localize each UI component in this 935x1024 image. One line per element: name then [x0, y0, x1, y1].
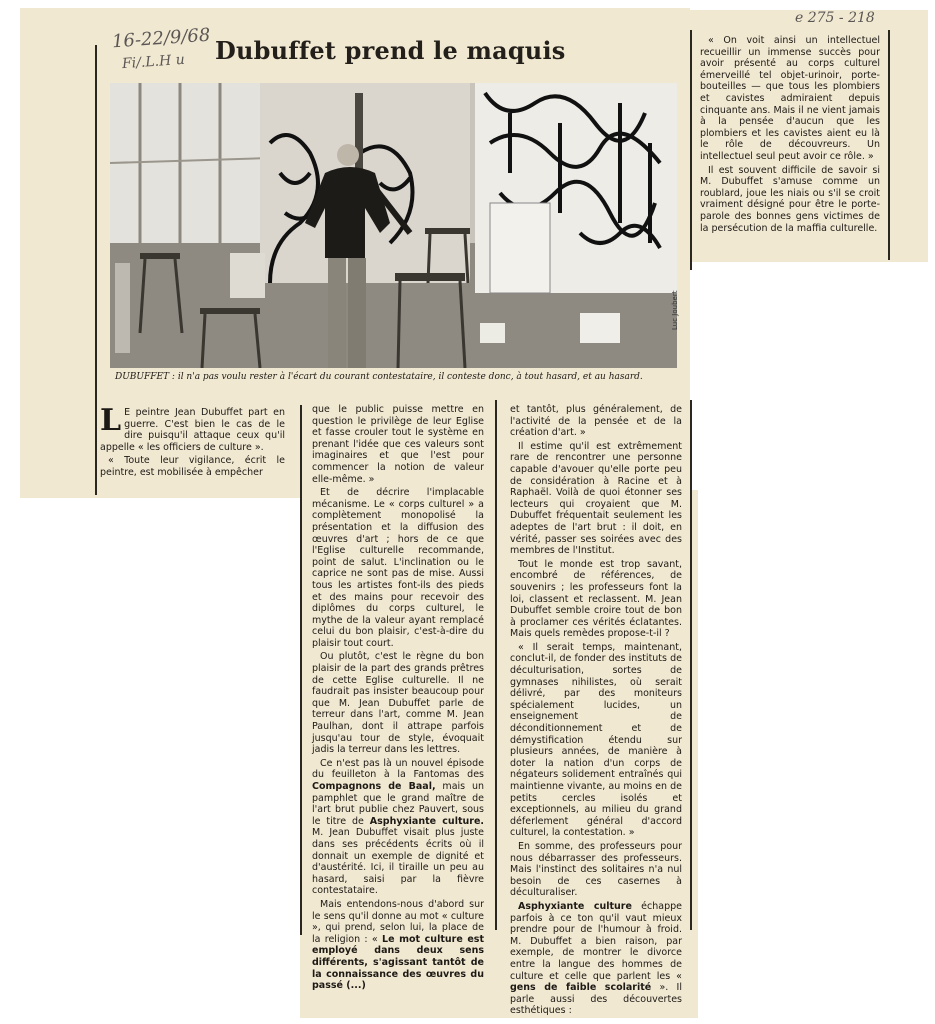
paragraph: Et de décrire l'implacable mécanisme. Le « corps culturel » a complètement monopolisé la présentation et la diffusion des œuvres d'art ; hors de ce que l'Eglise culturelle recommande, point de salut. L'inclination ou le caprice ne sont pas de mise. Aussi tous les artistes font-ils des pieds et des mains pour recevoir des diplômes du corps culturel, le mythe de la valeur ayant remplacé celui du bon plaisir, c'est-à-dire du plaisir tout court.	[312, 487, 484, 649]
drop-cap: L	[100, 403, 122, 438]
book-title-asphyxiante: Asphyxiante culture	[518, 900, 632, 912]
paragraph-text: Ce n'est pas là un nouvel épisode du feuilleton à la Fantomas des	[312, 757, 484, 781]
handwritten-source: Fi/.L.H u	[121, 51, 186, 73]
paragraph	[312, 899, 484, 992]
paragraph: « On voit ainsi un intellectuel recueillir un immense succès pour avoir présenté au corps culturel émerveillé tel objet-urinoir, porte-bouteilles — que tous les plombiers et cavistes admiraient depuis cinquante ans. Mais il ne vient jamais à la pensée d'aucun que les plombiers et les cavistes aient eu là le rôle de découvreurs. Un intellectuel seul peut avoir ce rôle. »	[700, 35, 880, 162]
paragraph: que le public puisse mettre en question le privilège de leur Eglise et fasse crouler tout le système en prenant l'idée que ces valeurs sont imaginaires et que l'est pour commencer la notion de valeur elle-même. »	[312, 404, 484, 485]
paragraph: Il estime qu'il est extrêmement rare de rencontrer une personne capable d'avouer qu'elle porte peu de considération à Racine et à Raphaël. Voilà de quoi étonner ses lecteurs qui croyaient que M. Dubuffet fréquentait seulement les adeptes de l'art brut : il doit, en vérité, passer ses soirées avec des membres de l'Institut.	[510, 440, 682, 557]
book-title-baal: Compagnons de Baal,	[312, 781, 436, 792]
book-title-asphyxiante: Asphyxiante culture.	[369, 815, 484, 827]
article-column-3	[510, 404, 682, 1019]
handwritten-reference: e 275 - 218	[795, 10, 875, 26]
paragraph: Il est souvent difficile de savoir si M. Dubuffet s'amuse comme un roublard, joue les niais ou s'il se croit vraiment désigné pour être le porte-parole des bonnes gens victimes de la persécution de la maffia culturelle.	[700, 164, 880, 234]
quote-bold: Le mot culture est employé dans deux sens différents, s'agissant tantôt de la connaissance des œuvres du passé (...)	[312, 933, 484, 992]
paragraph	[510, 901, 682, 1017]
paragraph-text: ». Il parle aussi des découvertes esthétiques :	[510, 982, 682, 1017]
paragraph: En somme, des professeurs pour nous débarrasser des professeurs. Mais l'instinct des solitaires n'a nul besoin de ces casernes à déculturaliser.	[510, 840, 682, 899]
paragraph	[100, 403, 285, 453]
article-column-2	[312, 404, 484, 994]
lower-left-rule	[300, 405, 302, 935]
right-column-rule	[690, 30, 692, 270]
quote-bold: gens de faible scolarité	[510, 982, 652, 994]
paragraph-text: mais un pamphlet que le grand maître de l'art brut publie chez Pauvert, sous le titre de	[312, 781, 484, 827]
studio-photo-illustration	[110, 83, 677, 368]
article-column-right	[700, 35, 880, 236]
photo-caption: DUBUFFET : il n'a pas voulu rester à l'écart du courant contestataire, il conteste donc, à tout hasard, et au hasard.	[115, 372, 643, 382]
photo-credit: Luc Joubert	[671, 290, 679, 330]
paragraph-text: E peintre Jean Dubuffet part en guerre. C'est bien le cas de le dire puisqu'il attaque ceux qu'il appelle « les officiers de culture ».	[100, 407, 285, 453]
handwritten-date: 16-22/9/68	[111, 24, 212, 53]
studio-photo	[110, 83, 677, 368]
right-edge-rule	[888, 30, 890, 260]
left-column-rule	[95, 45, 97, 495]
paragraph: Ou plutôt, c'est le règne du bon plaisir de la part des grands prêtres de cette Eglise culturelle. Il ne faudrait pas insister beaucoup pour que M. Jean Dubuffet parle de terreur dans l'art, comme M. Jean Paulhan, dont il attrape parfois jusqu'au tour de style, évoquait jadis la terreur dans les lettres.	[312, 651, 484, 756]
paragraph-text: M. Jean Dubuffet visait plus juste dans ses précédents écrits où il donnait un exemple de dignité et d'austérité. Ici, il tiraille un peu au hasard, saisi par la fièvre contestataire.	[312, 827, 484, 897]
paragraph	[312, 758, 484, 897]
paragraph: « Il serait temps, maintenant, conclut-il, de fonder des instituts de déculturisation, sortes de gymnases nihilistes, où serait délivré, par des moniteurs spécialement lucides, un enseignement de déconditionnement et de démystification étendu sur plusieurs années, de manière à doter la nation d'un corps de négateurs solidement entraînés qui maintienne vivante, au moins en de petits cercles isolés et exceptionnels, au milieu du grand déferlement général d'accord culturel, la contestation. »	[510, 641, 682, 839]
paragraph: et tantôt, plus généralement, de l'activité de la pensée et de la création d'art. »	[510, 404, 682, 439]
headline: Dubuffet prend le maquis	[215, 36, 566, 65]
lower-right-rule	[690, 400, 692, 930]
paragraph: « Toute leur vigilance, écrit le peintre, est mobilisée à empêcher	[100, 455, 285, 478]
article-column-1	[100, 403, 285, 481]
paragraph-text: Mais entendons-nous d'abord sur le sens qu'il donne au mot « culture », qui prend, selon lui, la place de la religion : «	[312, 898, 484, 945]
lower-mid-rule	[495, 400, 497, 930]
paragraph-text: échappe parfois à ce ton qu'il vaut mieux prendre pour de l'humour à froid. M. Dubuffet a bien raison, par exemple, de montrer le divorce entre la langue des hommes de culture et celle que parlent les «	[510, 900, 682, 982]
paragraph: Tout le monde est trop savant, encombré de références, de souvenirs ; les professeurs font la loi, classent et reclassent. M. Jean Dubuffet semble croire tout de bon à proclamer ces vérités éclatantes. Mais quels remèdes propose-t-il ?	[510, 558, 682, 640]
